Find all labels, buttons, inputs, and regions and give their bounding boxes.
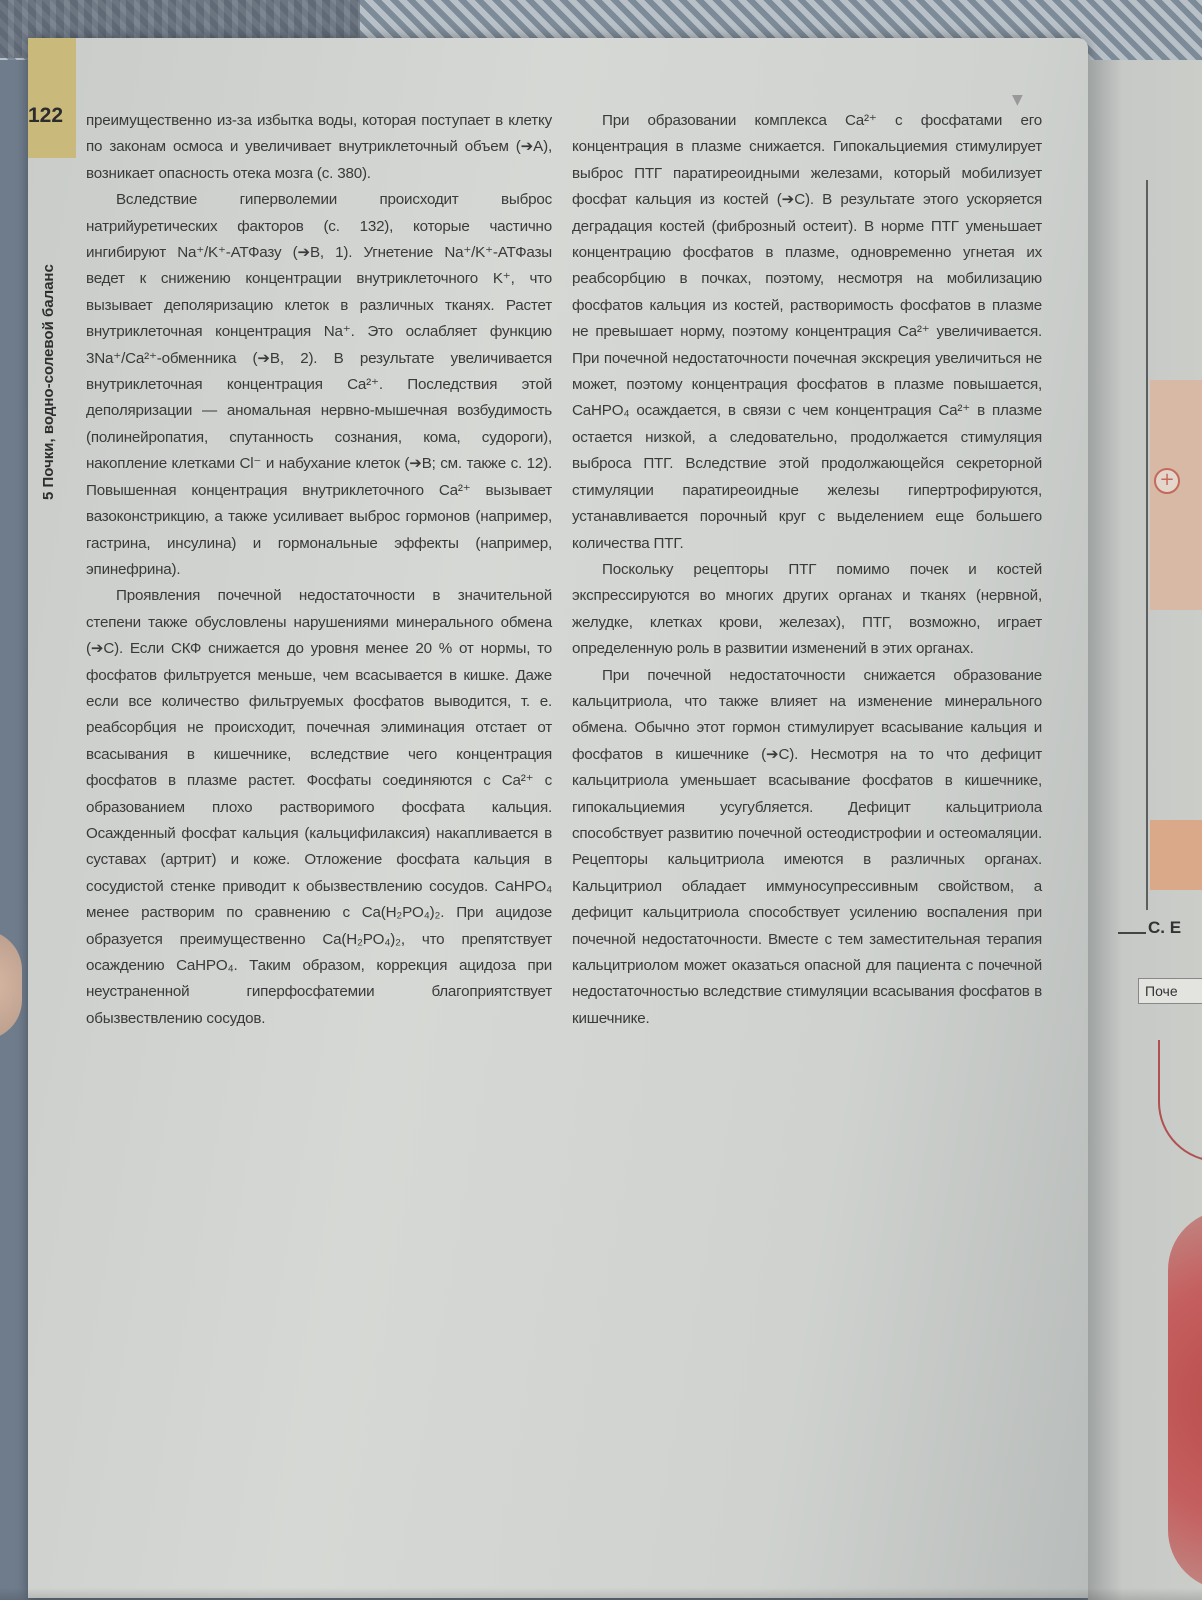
plus-icon: +: [1154, 468, 1180, 494]
left-column: [86, 108, 552, 1032]
next-page-box-label: Поче: [1138, 978, 1202, 1004]
next-page-section-line: [1118, 932, 1146, 934]
next-page-curve: [1158, 1040, 1202, 1162]
top-arrow-mark: ▼: [1012, 92, 1023, 108]
left-paragraph: преимущественно из-за избытка воды, которая поступает в клетку по законам осмоса и увеличивает внутриклеточный объем (➔A), возникает опасность отека мозга (с. 380).: [86, 112, 552, 182]
right-paragraph: При образовании комплекса Ca²⁺ с фосфатами его концентрация в плазме снижается. Гипокальциемия стимулирует выброс ПТГ паратиреоидными железами, который мобилизует фосфат кальция из костей (➔C). В результате этого ускоряется деградация костей (фиброзный остеит). В норме ПТГ уменьшает концентрацию фосфатов в плазме, одновременно угнетая их реабсорбцию в почках, поэтому, несмотря на мобилизацию фосфатов кальция из костей, растворимость фосфатов в плазме не превышает норму, поэтому концентрация Ca²⁺ увеличивается. При почечной недостаточности почечная экскреция увеличиться не может, поэтому концентрация фосфатов в плазме повышается, CaHPO₄ осаждается, в связи с чем концентрация Ca²⁺ в плазме остается низкой, а следовательно, продолжается стимуляция выброса ПТГ. Вследствие этой продолжающейся секреторной стимуляции паратиреоидные железы гипертрофируются, устанавливается порочный круг с выделением еще большего количества ПТГ.: [572, 112, 1042, 552]
right-column: [572, 108, 1042, 1032]
page-number-tab: [28, 38, 76, 158]
page-number: 122: [28, 104, 64, 127]
next-page-section-label: C. E: [1148, 918, 1182, 937]
thumb: [0, 930, 22, 1040]
running-head: 5 Почки, водно-солевой баланс: [40, 264, 57, 500]
next-page-red-figure: [1168, 1210, 1202, 1590]
next-page-rule: [1146, 180, 1148, 910]
left-paragraph: Проявления почечной недостаточности в значительной степени также обусловлены нарушениями минерального обмена (➔C). Если СКФ снижается до уровня менее 20 % от нормы, то фосфатов фильтруется меньше, чем всасывается в кишке. Даже если все количество фильтруемых фосфатов выводится, т. е. реабсорбция не происходит, почечная элиминация отстает от всасывания в кишечнике, вследствие чего концентрация фосфатов в плазме растет. Фосфаты соединяются с Ca²⁺ с образованием плохо растворимого фосфата кальция. Осажденный фосфат кальция (кальцифилаксия) накапливается в суставах (артрит) и коже. Отложение фосфата кальция в сосудистой стенке приводит к обызвествлению сосудов. CaHPO₄ менее растворим по сравнению с Ca(H₂PO₄)₂. При ацидозе образуется преимущественно Ca(H₂PO₄)₂, что препятствует осаждению CaHPO₄. Таким образом, коррекция ацидоза при неустраненной гиперфосфатемии благоприятствует обызвествлению сосудов.: [86, 587, 552, 1027]
next-page-edge: [1088, 60, 1202, 1600]
next-page-figure-box: [1150, 380, 1202, 610]
right-paragraph: При почечной недостаточности снижается образование кальцитриола, что также влияет на изменение минерального обмена. Обычно этот гормон стимулирует всасывание кальция и фосфатов в кишечнике (➔C). Несмотря на то что дефицит кальцитриола уменьшает всасывание фосфатов в кишечнике, гипокальциемия усугубляется. Дефицит кальцитриола способствует развитию почечной остеодистрофии и остеомаляции. Рецепторы кальцитриола имеются в различных органах. Кальцитриол обладает иммуносупрессивным свойством, а дефицит кальцитриола способствует усилению воспаления при почечной недостаточности. Вместе с тем заместительная терапия кальцитриолом может оказаться опасной для пациента с почечной недостаточностью вследствие стимуляции всасывания фосфатов в кишечнике.: [572, 666, 1042, 1027]
right-paragraph: Поскольку рецепторы ПТГ помимо почек и костей экспрессируются во многих других органах и тканях (нервной, желудке, клетках крови, железах), ПТГ, возможно, играет определенную роль в развитии изменений в этих органах.: [572, 560, 1042, 658]
bottom-shadow: [0, 1588, 1202, 1600]
next-page-figure-box: [1150, 820, 1202, 890]
left-paragraph: Вследствие гиперволемии происходит выброс натрийуретических факторов (с. 132), которые частично ингибируют Na⁺/K⁺-АТФазу (➔B, 1). Угнетение Na⁺/K⁺-АТФазы ведет к снижению концентрации внутриклеточного K⁺, что вызывает деполяризацию клеток в различных тканях. Растет внутриклеточная концентрация Na⁺. Это ослабляет функцию 3Na⁺/Ca²⁺-обменника (➔B, 2). В результате увеличивается внутриклеточная концентрация Ca²⁺. Последствия этой деполяризации — аномальная нервно-мышечная возбудимость (полинейропатия, спутанность сознания, кома, судороги), накопление клетками Cl⁻ и набухание клеток (➔B; см. также с. 12). Повышенная концентрация внутриклеточного Ca²⁺ вызывает вазоконстрикцию, а также усиливает выброс гормонов (например, гастрина, инсулина) и гормональные эффекты (например, эпинефрина).: [86, 191, 552, 578]
